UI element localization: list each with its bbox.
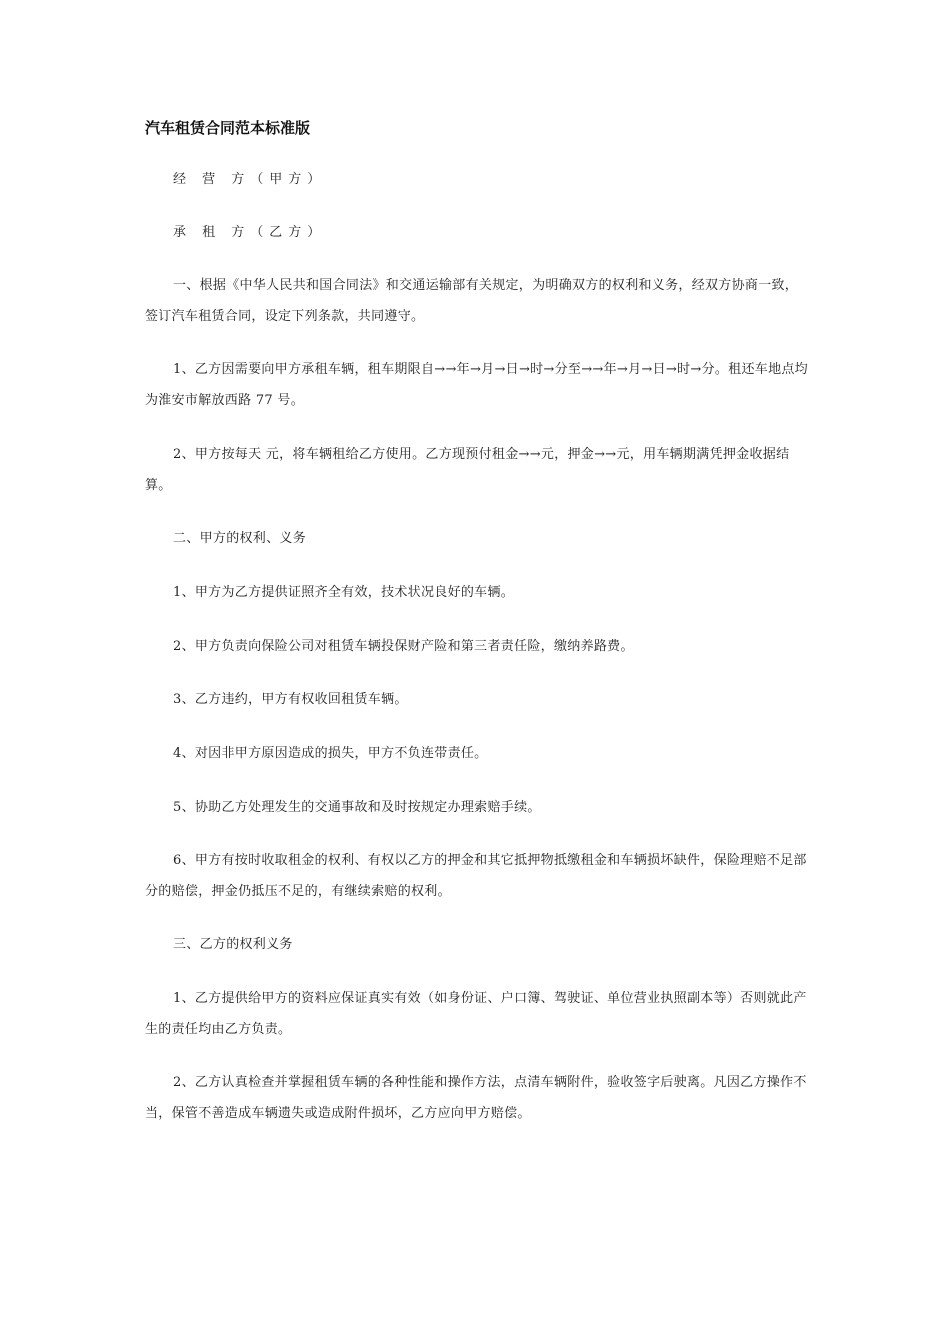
- clause-1-item-2: 2、甲方按每天 元，将车辆租给乙方使用。乙方现预付租金→→元，押金→→元，用车辆期满凭押金收据结算。: [145, 447, 790, 493]
- section-2-heading: 二、甲方的权利、义务: [173, 531, 307, 546]
- section-2-item-5: 5、协助乙方处理发生的交通事故和及时按规定办理索赔手续。: [173, 800, 541, 815]
- clause-1-intro: 一、根据《中华人民共和国合同法》和交通运输部有关规定，为明确双方的权利和义务，经双方协商一致，签订汽车租赁合同，设定下列条款，共同遵守。: [145, 278, 799, 324]
- section-2-item-2: 2、甲方负责向保险公司对租赁车辆投保财产险和第三者责任险，缴纳养路费。: [173, 639, 634, 654]
- section-2-item-3: 3、乙方违约，甲方有权收回租赁车辆。: [173, 692, 408, 707]
- section-2-item-6: 6、甲方有按时收取租金的权利、有权以乙方的押金和其它抵押物抵缴租金和车辆损坏缺件，保险理赔不足部分的赔偿，押金仍抵压不足的，有继续索赔的权利。: [145, 853, 807, 899]
- party-a-line: 经 营 方（甲方）: [173, 172, 327, 187]
- section-3-item-2: 2、乙方认真检查并掌握租赁车辆的各种性能和操作方法，点清车辆附件，验收签字后驶离。凡因乙方操作不当，保管不善造成车辆遗失或造成附件损坏，乙方应向甲方赔偿。: [145, 1075, 807, 1121]
- section-2-item-1: 1、甲方为乙方提供证照齐全有效，技术状况良好的车辆。: [173, 585, 515, 600]
- clause-1-item-1: 1、乙方因需要向甲方承租车辆，租车期限自→→年→月→日→时→分至→→年→月→日→时→分。租还车地点均为淮安市解放西路 77 号。: [145, 362, 808, 408]
- document-title: 汽车租赁合同范本标准版: [145, 119, 311, 137]
- section-2-item-4: 4、对因非甲方原因造成的损失，甲方不负连带责任。: [173, 746, 488, 761]
- party-b-line: 承 租 方（乙方）: [173, 225, 327, 240]
- section-3-item-1: 1、乙方提供给甲方的资料应保证真实有效（如身份证、户口簿、驾驶证、单位营业执照副本等）否则就此产生的责任均由乙方负责。: [145, 991, 807, 1037]
- section-3-heading: 三、乙方的权利义务: [173, 937, 293, 952]
